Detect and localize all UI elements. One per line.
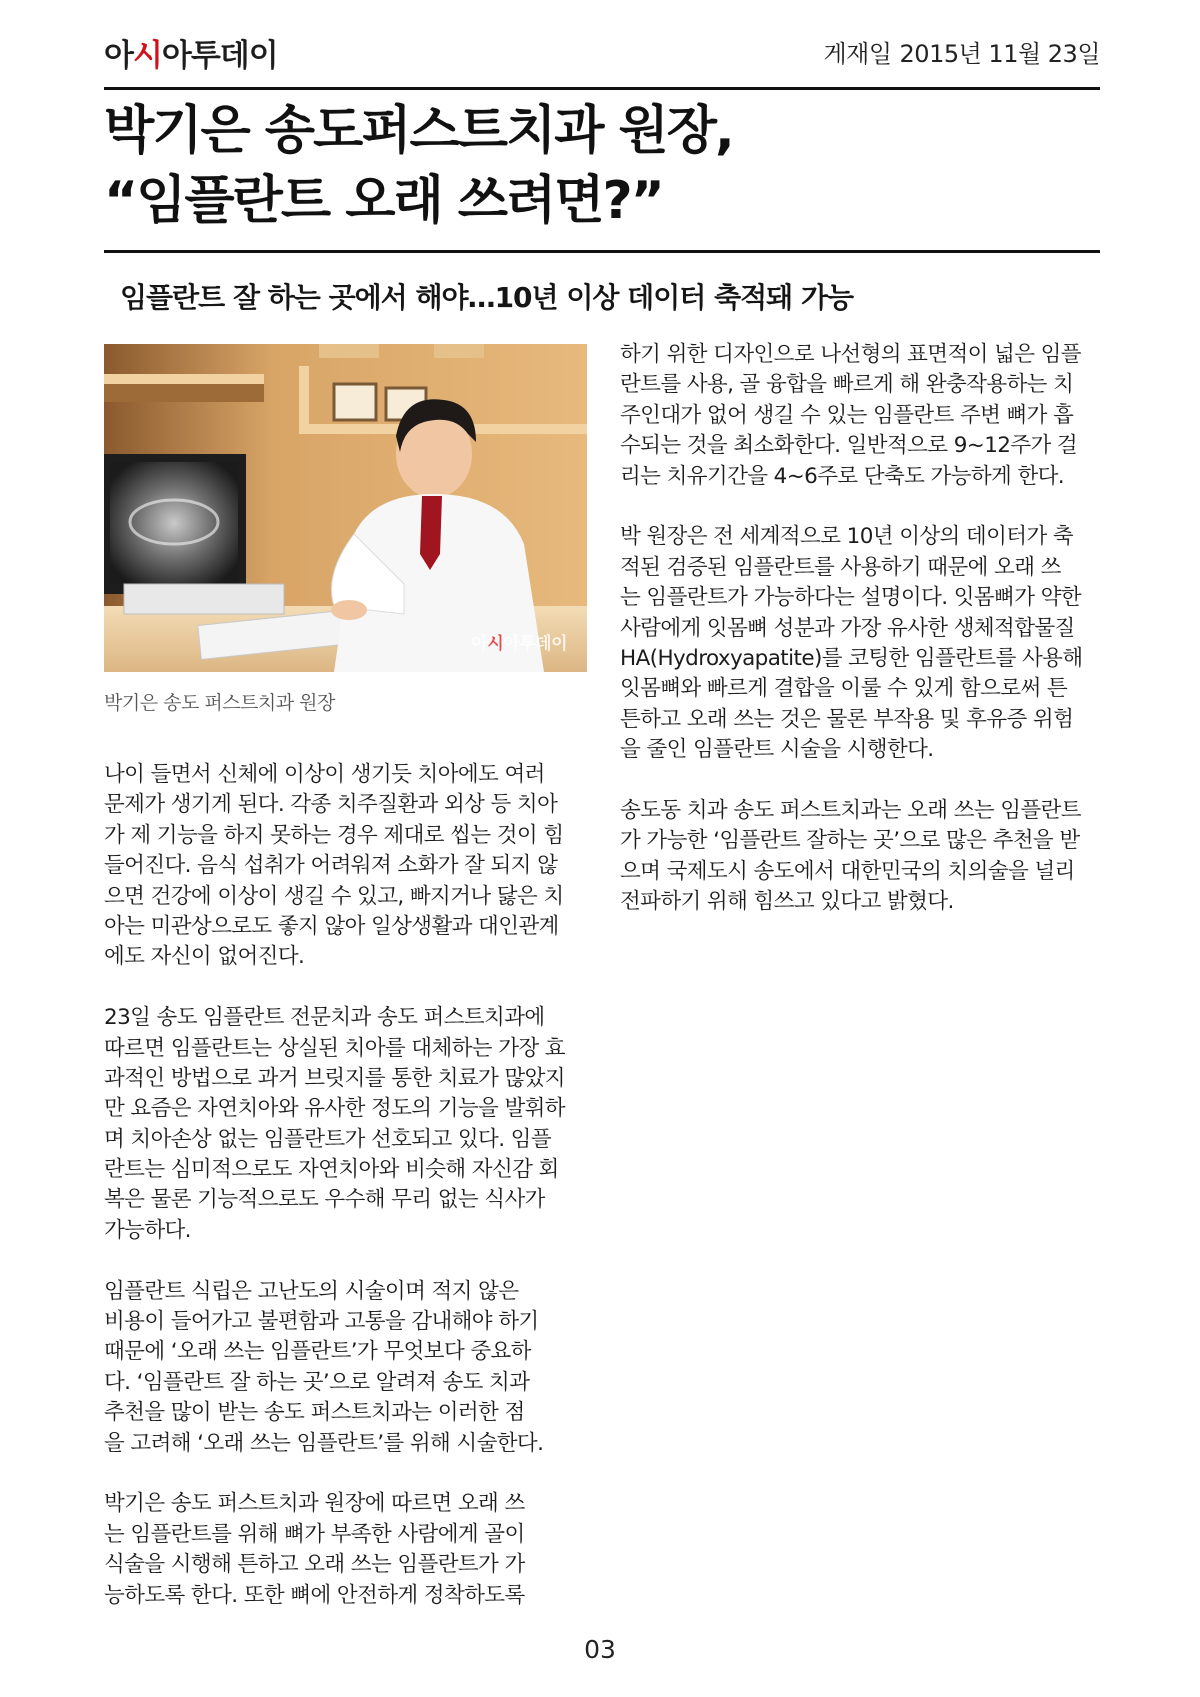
body-text-line: 때문에 ‘오래 쓰는 임플란트’가 무엇보다 중요하 <box>104 1339 531 1365</box>
body-text-line: HA(Hydroxyapatite)를 코팅한 임플란트를 사용해 <box>620 645 1083 671</box>
paragraph-gap <box>620 492 1104 522</box>
body-paragraph <box>620 796 1104 918</box>
body-text-line: 잇몸뼈와 빠르게 결합을 이룰 수 있게 함으로써 튼 <box>620 676 1068 702</box>
publication-date <box>823 34 1100 69</box>
body-paragraph <box>104 1489 588 1611</box>
body-paragraph <box>620 522 1104 765</box>
body-text-line: 복은 물론 기능적으로도 우수해 무리 없는 식사가 <box>104 1187 545 1213</box>
body-text-line: 가능하다. <box>104 1217 191 1243</box>
body-text-line: 23일 송도 임플란트 전문치과 송도 퍼스트치과에 <box>104 1005 545 1031</box>
body-text-line: 나이 들면서 신체에 이상이 생기듯 치아에도 여러 <box>104 762 545 787</box>
article-body-right-column <box>620 340 1104 917</box>
body-text-line: 비용이 들어가고 불편함과 고통을 감내해야 하기 <box>104 1309 539 1335</box>
body-text-line: 문제가 생기게 된다. 각종 치주질환과 외상 등 치아 <box>104 792 558 818</box>
body-paragraph <box>104 1277 588 1459</box>
page-number: 03 <box>584 1635 616 1664</box>
body-paragraph <box>620 340 1104 492</box>
body-text-line: 들어진다. 음식 섭취가 어려워져 소화가 잘 되지 않 <box>104 853 558 879</box>
body-text-line: 을 고려해 ‘오래 쓰는 임플란트’를 위해 시술한다. <box>104 1430 544 1456</box>
body-text-line: 다. ‘임플란트 잘 하는 곳’으로 알려져 송도 치과 <box>104 1369 530 1395</box>
body-text-line: 주인대가 없어 생길 수 있는 임플란트 주변 뼈가 흡 <box>620 402 1074 428</box>
subheadline: 임플란트 잘 하는 곳에서 해야…10년 이상 데이터 축적돼 가능 <box>120 281 854 314</box>
headline-line-1: 박기은 송도퍼스트치과 원장, <box>104 101 733 161</box>
body-text-line: 에도 자신이 없어진다. <box>104 944 305 970</box>
headline-top-rule <box>104 87 1100 90</box>
article-body-left-column <box>104 760 588 1611</box>
body-text-line: 송도동 치과 송도 퍼스트치과는 오래 쓰는 임플란트 <box>620 797 1081 823</box>
body-text-line: 박기은 송도 퍼스트치과 원장에 따르면 오래 쓰 <box>104 1491 525 1517</box>
body-text-line: 박 원장은 전 세계적으로 10년 이상의 데이터가 축 <box>620 524 1074 550</box>
body-text-line: 는 임플란트가 가능하다는 설명이다. 잇몸뼈가 약한 <box>620 585 1081 611</box>
body-text-line: 으며 국제도시 송도에서 대한민국의 치의술을 널리 <box>620 858 1075 884</box>
body-text-line: 며 치아손상 없는 임플란트가 선호되고 있다. 임플 <box>104 1126 552 1152</box>
logo-accent-mark: 시 <box>132 37 162 74</box>
body-text-line: 아는 미관상으로도 좋지 않아 일상생활과 대인관계 <box>104 913 559 939</box>
body-text-line: 과적인 방법으로 과거 브릿지를 통한 치료가 많았지 <box>104 1065 565 1091</box>
body-text-line: 하기 위한 디자인으로 나선형의 표면적이 넓은 임플 <box>620 342 1081 367</box>
body-text-line: 란트는 심미적으로도 자연치아와 비슷해 자신감 회 <box>104 1157 559 1183</box>
paragraph-gap <box>620 765 1104 795</box>
photo-caption: 박기은 송도 퍼스트치과 원장 <box>104 692 335 714</box>
body-text-line: 가 가능한 ‘임플란트 잘하는 곳’으로 많은 추천을 받 <box>620 828 1080 854</box>
body-text-line: 을 줄인 임플란트 시술을 시행한다. <box>620 737 934 763</box>
body-text-line: 만 요즘은 자연치아와 유사한 정도의 기능을 발휘하 <box>104 1096 565 1122</box>
body-text-line: 추천을 많이 받는 송도 퍼스트치과는 이러한 점 <box>104 1400 525 1426</box>
photo-watermark: 아시아투데이 <box>471 634 567 654</box>
body-text-line: 식술을 시행해 튼하고 오래 쓰는 임플란트가 가 <box>104 1552 525 1578</box>
body-text-line: 으면 건강에 이상이 생길 수 있고, 빠지거나 닳은 치 <box>104 883 564 909</box>
body-text-line: 수되는 것을 최소화한다. 일반적으로 9~12주가 걸 <box>620 433 1078 459</box>
body-paragraph <box>104 760 588 973</box>
body-text-line: 가 제 기능을 하지 못하는 경우 제대로 씹는 것이 힘 <box>104 822 564 848</box>
body-text-line: 리는 치유기간을 4~6주로 단축도 가능하게 한다. <box>620 463 1065 489</box>
body-text-line: 적된 검증된 임플란트를 사용하기 때문에 오래 쓰 <box>620 554 1061 580</box>
body-text-line: 사람에게 잇몸뼈 성분과 가장 유사한 생체적합물질 <box>620 615 1075 641</box>
headline-line-2: “임플란트 오래 쓰려면?” <box>104 171 663 231</box>
article-photo <box>104 344 587 672</box>
paragraph-gap <box>104 1459 588 1489</box>
body-text-line: 는 임플란트를 위해 뼈가 부족한 사람에게 골이 <box>104 1521 525 1547</box>
body-paragraph <box>104 1003 588 1246</box>
body-text-line: 튼하고 오래 쓰는 것은 물론 부작용 및 후유증 위험 <box>620 706 1074 732</box>
body-text-line: 임플란트 식립은 고난도의 시술이며 적지 않은 <box>104 1278 519 1304</box>
body-text-line: 따르면 임플란트는 상실된 치아를 대체하는 가장 효 <box>104 1035 565 1061</box>
photo-illustration <box>104 344 587 672</box>
body-text-line: 능하도록 한다. 또한 뼈에 안전하게 정착하도록 <box>104 1582 525 1608</box>
headline-bottom-rule <box>104 250 1100 253</box>
headline <box>104 96 1100 236</box>
date-label: 게재일 <box>823 40 892 68</box>
body-text-line: 전파하기 위해 힘쓰고 있다고 밝혔다. <box>620 889 954 915</box>
paragraph-gap <box>104 1246 588 1276</box>
body-text-line: 란트를 사용, 골 융합을 빠르게 해 완충작용하는 치 <box>620 372 1074 398</box>
date-value: 2015년 11월 23일 <box>899 40 1100 68</box>
paragraph-gap <box>104 973 588 1003</box>
masthead-logo[interactable] <box>104 30 278 74</box>
logo-text: 아시아투데이 <box>104 37 278 74</box>
